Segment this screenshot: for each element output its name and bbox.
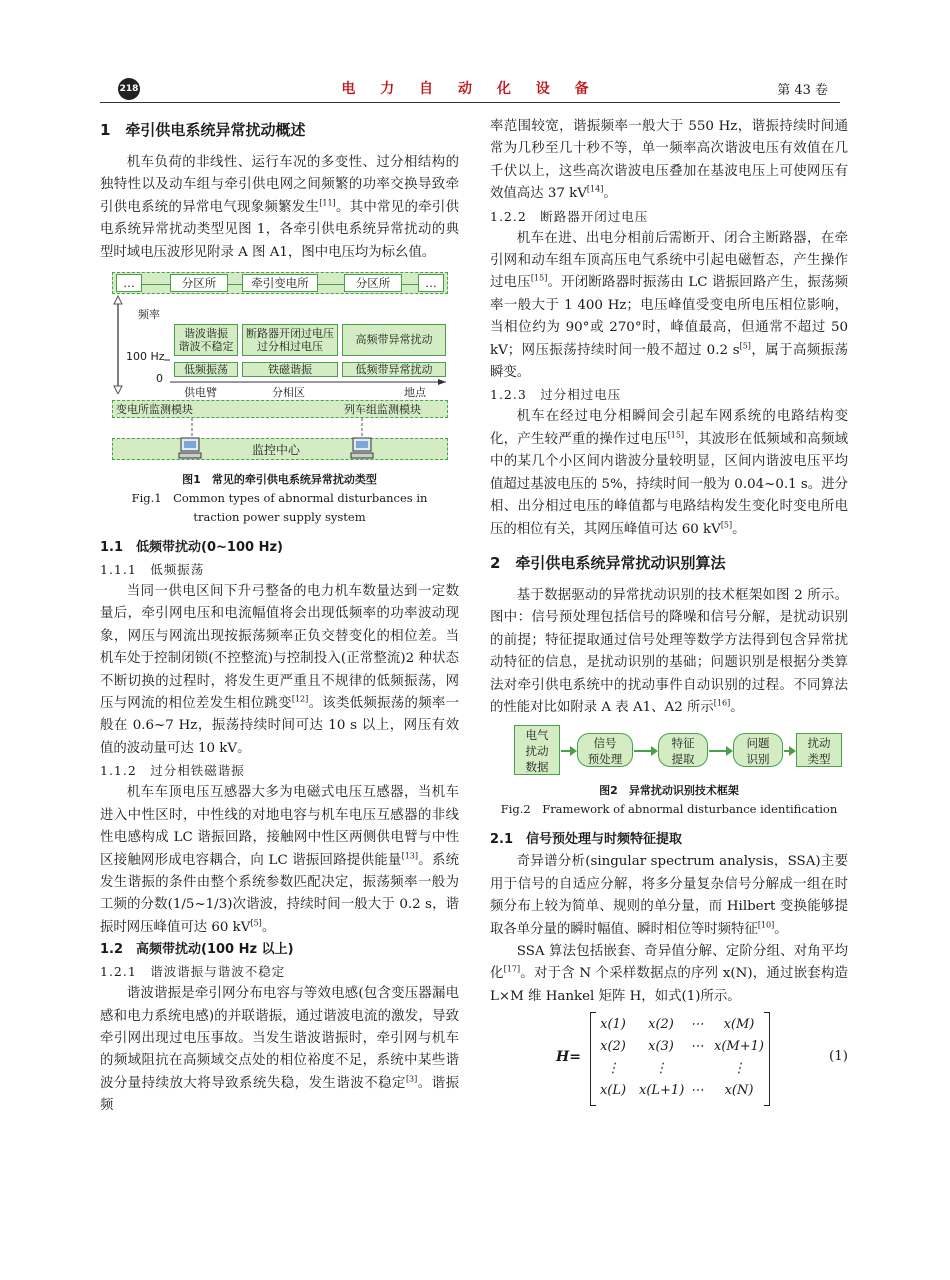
section-2-1-title: 2.1 信号预处理与时频特征提取 [490, 832, 683, 848]
section-1-2-3-paragraph: 机车在经过电分相瞬间会引起车网系统的电路结构变化，产生较严重的操作过电压[15]，其波形在低频域和高频域中的某几个小区间内谐波分量较明显，区间内谐波电压平均值超过基波电压的 5%，持续时间一般为 0.04~0.1 s。进分相、出分相过电压的峰值都与电路结构发生变化时变电所电压的相位有关，其网压峰值可达 60 kV[5]。 [490, 409, 849, 537]
section-1-1-2-title: 1.1.2 过分相铁磁谐振 [100, 763, 245, 779]
x-loc-label: 地点 [404, 386, 426, 400]
x-sep-label: 分相区 [272, 386, 305, 400]
zone-breaker: 断路器开闭过电压 过分相过电压 [242, 324, 338, 356]
right-column [490, 116, 848, 1108]
flow-box-feature: 特征 提取 [658, 733, 708, 767]
citation[interactable]: [3] [405, 1074, 418, 1084]
citation[interactable]: [12] [291, 694, 309, 704]
section-1-title: 1 牵引供电系统异常扰动概述 [100, 121, 306, 139]
figure-2-caption-cn: 图2 异常扰动识别技术框架 [599, 784, 739, 798]
bar-item: … [418, 274, 444, 292]
equation-1 [490, 1010, 848, 1108]
computer-icon [350, 436, 376, 460]
axis-100-label: 100 Hz [126, 350, 165, 364]
flow-box-preprocess: 信号 预处理 [577, 733, 633, 767]
citation[interactable]: [10] [757, 920, 775, 930]
equation-lhs: H= [556, 1049, 581, 1066]
bar-item: 分区所 [170, 274, 228, 292]
zone-low-osc: 低频振荡 [174, 362, 238, 377]
citation[interactable]: [13] [401, 851, 418, 861]
section-2-1-paragraph-2: SSA 算法包括嵌套、奇异值分解、定阶分组、对角平均化[17]。对于含 N 个采样数据点的序列 x(N)，通过嵌套构造 L×M 维 Hankel 矩阵 H，如式(1)所示。 [490, 943, 849, 1004]
monitor-center-label: 监控中心 [252, 443, 301, 458]
zone-low-freq: 低频带异常扰动 [342, 362, 446, 377]
left-column [100, 116, 459, 1118]
section-1-2-2-paragraph: 机车在进、出电分相前后需断开、闭合主断路器，在牵引网和动车组车顶高压电气系统中引起电磁暂态，产生操作过电压[15]。开闭断路器时振荡由 LC 谐振回路产生，振荡频率一般大于 1 400 Hz；电压峰值受变电所电压相位影响，当相位约为 90°或 270°时，峰值最高，但通常不超过 50 kV；网压振荡持续时间一般不超过 0.2 s[5]，属于高频振荡瞬变。 [490, 230, 848, 381]
bar-item: 分区所 [344, 274, 402, 292]
section-2-paragraph: 基于数据驱动的异常扰动识别的技术框架如图 2 所示。图中：信号预处理包括信号的降噪和信号分解，是扰动识别的前提；特征提取通过信号处理等数学方法得到包含异常扰动特征的信息，是扰动识别的基础；问题识别是根据分类算法对牵引供电系统中的扰动事件自动识别的过程。不同算法的性能对比如附录 A 表 A1、A2 所示[16]。 [490, 587, 848, 715]
journal-title: 电 力 自 动 化 设 备 [341, 81, 599, 97]
citation[interactable]: [14] [586, 184, 604, 194]
flow-box-data: 电气 扰动 数据 [514, 725, 560, 775]
volume-label: 第 43 卷 [777, 83, 828, 98]
zone-harmonic: 谐波谐振 谐波不稳定 [174, 324, 238, 356]
flow-box-type: 扰动 类型 [796, 733, 842, 767]
section-1-2-1-title: 1.2.1 谐波谐振与谐波不稳定 [100, 964, 286, 980]
figure-1 [112, 272, 448, 464]
citation[interactable]: [15] [667, 430, 685, 440]
hankel-matrix: x(1) x(2) ⋯ x(M) x(2) x(3) ⋯ x(M+1) ⋮ ⋮ ⋮ x(L) x(L+1) ⋯ x(N) [590, 1012, 770, 1106]
zone-ferro: 铁磁谐振 [242, 362, 338, 377]
section-1-2-3-title: 1.2.3 过分相过电压 [490, 387, 622, 403]
section-1-2-title: 1.2 高频带扰动(100 Hz 以上) [100, 942, 294, 958]
x-feed-label: 供电臂 [184, 386, 217, 400]
section-1-1-2-paragraph: 机车车顶电压互感器大多为电磁式电压互感器，当机车进入中性区时，中性线的对地电容与机车电压互感器的非线性电感构成 LC 谐振回路，接触网中性区两侧供电臂与中性区接触网形成电容耦合，向 LC 谐振回路提供能量[13]。系统发生谐振的条件由整个系统参数匹配决定，振荡频率一般为工频的分数(1/5~1/3)次谐波，持续时间一般大于 0.2 s，谐振时网压峰值可达 60 kV[5]。 [100, 785, 460, 935]
citation[interactable]: [11] [319, 198, 336, 208]
axis-zero-label: 0 [156, 372, 163, 386]
continued-paragraph: 率范围较宽，谐振频率一般大于 550 Hz，谐振持续时间通常为几秒至几十秒不等，单一频率高次谐波电压有效值在几千伏以上，这些高次谐波电压叠加在基波电压上可使网压有效值高达 37 kV[14]。 [490, 119, 848, 202]
section-1-2-1-paragraph: 谐波谐振是牵引网分布电容与等效电感(包含变压器漏电感和电力系统电感)的并联谐振，通过谐波电流的激发，导致牵引网出现过电压事故。当发生谐波谐振时，牵引网与机车的频域阻抗在高频域交点处的相位裕度不足，系统中某些谐波分量持续放大将导致系统失稳，发生谐波不稳定[3]。谐振频 [100, 986, 459, 1114]
section-1-paragraph: 机车负荷的非线性、运行车况的多变性、过分相结构的独特性以及动车组与牵引供电网之间频繁的功率交换导致牵引供电系统的异常电气现象频繁发生[11]。其中常见的牵引供电系统异常扰动类型见图 1，各牵引供电系统异常扰动的典型时域电压波形见附录 A 图 A1，图中电压均为标幺值。 [100, 155, 459, 260]
section-1-1-1-paragraph: 当同一供电区间下升弓整备的电力机车数量达到一定数量后，牵引网电压和电流幅值将会出现低频率的功率波动现象，网压与网流出现按振荡频率正负交替变化的相位差。当机车处于控制闭锁(不控整流)与控制投入(正常整流)2 种状态不断切换的过程时，将发生更严重且不规律的低频振荡，网压与网流的相位差发生相位跳变[12]。该类低频振荡的频率一般在 0.6~7 Hz，振荡持续时间可达 10 s 以上，网压有效值的波动量可达 10 kV。 [100, 584, 459, 756]
citation[interactable]: [17] [503, 964, 521, 974]
section-1-2-2-title: 1.2.2 断路器开闭过电压 [490, 208, 649, 224]
computer-icon [178, 436, 204, 460]
section-1-1-title: 1.1 低频带扰动(0~100 Hz) [100, 540, 283, 556]
section-2-title: 2 牵引供电系统异常扰动识别算法 [490, 553, 726, 572]
page-number: 218 [118, 78, 140, 100]
citation[interactable]: [5] [720, 520, 733, 530]
figure-1-caption-cn: 图1 常见的牵引供电系统异常扰动类型 [182, 473, 377, 487]
section-2-1-paragraph-1: 奇异谱分析(singular spectrum analysis，SSA)主要用于信号的自适应分解，将多分量复杂信号分解成一组在时频分布上较为简单、规则的单分量，而 Hilbert 变换能够提取各单分量的瞬时幅值、瞬时相位等时频特征[10]。 [490, 854, 848, 937]
flow-box-identify: 问题 识别 [733, 733, 783, 767]
monitor-sub-label: 变电所监测模块 [116, 403, 193, 417]
figure-1-caption-en: Fig.1 Common types of abnormal disturbances in traction power supply system [131, 491, 428, 525]
running-header [100, 76, 840, 102]
monitor-train-label: 列车组监测模块 [344, 403, 421, 417]
bar-item: … [116, 274, 142, 292]
citation[interactable]: [5] [250, 918, 262, 928]
equation-number: (1) [829, 1049, 848, 1065]
citation[interactable]: [5] [739, 341, 751, 351]
figure-2 [490, 725, 830, 777]
header-rule [100, 102, 840, 103]
citation[interactable]: [16] [713, 698, 731, 708]
figure-2-caption-en: Fig.2 Framework of abnormal disturbance identification [500, 802, 838, 817]
section-1-1-1-title: 1.1.1 低频振荡 [100, 562, 205, 578]
zone-high-freq: 高频带异常扰动 [342, 324, 446, 356]
bar-item: 牵引变电所 [242, 274, 318, 292]
citation[interactable]: [15] [530, 273, 548, 283]
axis-freq-label: 频率 [138, 308, 160, 322]
